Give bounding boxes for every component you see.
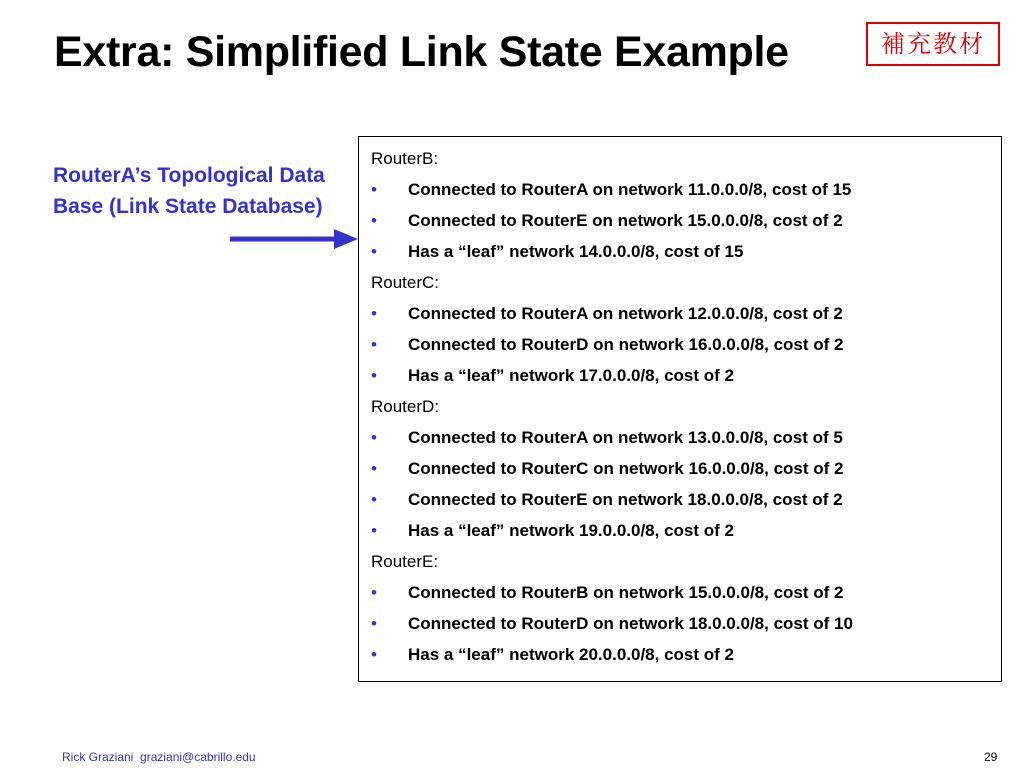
list-item (371, 515, 991, 546)
list-item-text: Has a “leaf” network 19.0.0.0/8, cost of 2 (408, 521, 734, 540)
bullet-icon: • (371, 242, 377, 261)
list-item (371, 360, 991, 391)
bullet-icon: • (371, 583, 377, 602)
list-item-text: Connected to RouterE on network 18.0.0.0/8, cost of 2 (408, 490, 843, 509)
bullet-icon: • (371, 211, 377, 230)
right-arrow-icon (230, 226, 360, 252)
list-item-text: Has a “leaf” network 17.0.0.0/8, cost of 2 (408, 366, 734, 385)
list-item-text: Connected to RouterB on network 15.0.0.0/8, cost of 2 (408, 583, 844, 602)
list-item (371, 329, 991, 360)
list-item-text: Has a “leaf” network 20.0.0.0/8, cost of 2 (408, 645, 734, 664)
router-b-heading: RouterB: (371, 149, 439, 168)
bullet-icon: • (371, 304, 377, 323)
bullet-icon: • (371, 645, 377, 664)
list-item (371, 205, 991, 236)
bullet-icon: • (371, 428, 377, 447)
list-item (371, 174, 991, 205)
list-item-text: Connected to RouterC on network 16.0.0.0/8, cost of 2 (408, 459, 844, 478)
list-item (371, 577, 991, 608)
bullet-icon: • (371, 180, 377, 199)
list-item-text: Has a “leaf” network 14.0.0.0/8, cost of 15 (408, 242, 744, 261)
list-item-text: Connected to RouterA on network 12.0.0.0/8, cost of 2 (408, 304, 843, 323)
list-item-text: Connected to RouterD on network 16.0.0.0/8, cost of 2 (408, 335, 844, 354)
bullet-icon: • (371, 335, 377, 354)
list-item-text: Connected to RouterA on network 13.0.0.0/8, cost of 5 (408, 428, 843, 447)
bullet-icon: • (371, 614, 377, 633)
list-item (371, 298, 991, 329)
router-d-heading: RouterD: (371, 397, 440, 416)
bullet-icon: • (371, 490, 377, 509)
bullet-icon: • (371, 366, 377, 385)
link-state-database-panel (358, 136, 1002, 682)
list-item-text: Connected to RouterD on network 18.0.0.0/8, cost of 10 (408, 614, 853, 633)
topological-database-label: RouterA’s Topological Data Base (Link State Database) (53, 164, 325, 218)
list-item-text: Connected to RouterE on network 15.0.0.0/8, cost of 2 (408, 211, 843, 230)
router-e-heading: RouterE: (371, 552, 439, 571)
list-item (371, 236, 991, 267)
footer-author: Rick Graziani graziani@cabrillo.edu (62, 750, 256, 764)
list-item-text: Connected to RouterA on network 11.0.0.0/8, cost of 15 (408, 180, 852, 199)
list-item (371, 453, 991, 484)
list-item (371, 422, 991, 453)
page-number: 29 (984, 750, 998, 764)
router-c-heading: RouterC: (371, 273, 440, 292)
supplementary-material-stamp: 補充教材 (866, 22, 1000, 66)
list-item (371, 639, 991, 670)
bullet-icon: • (371, 459, 377, 478)
bullet-icon: • (371, 521, 377, 540)
list-item (371, 484, 991, 515)
list-item (371, 608, 991, 639)
slide-title: Extra: Simplified Link State Example (54, 28, 789, 76)
